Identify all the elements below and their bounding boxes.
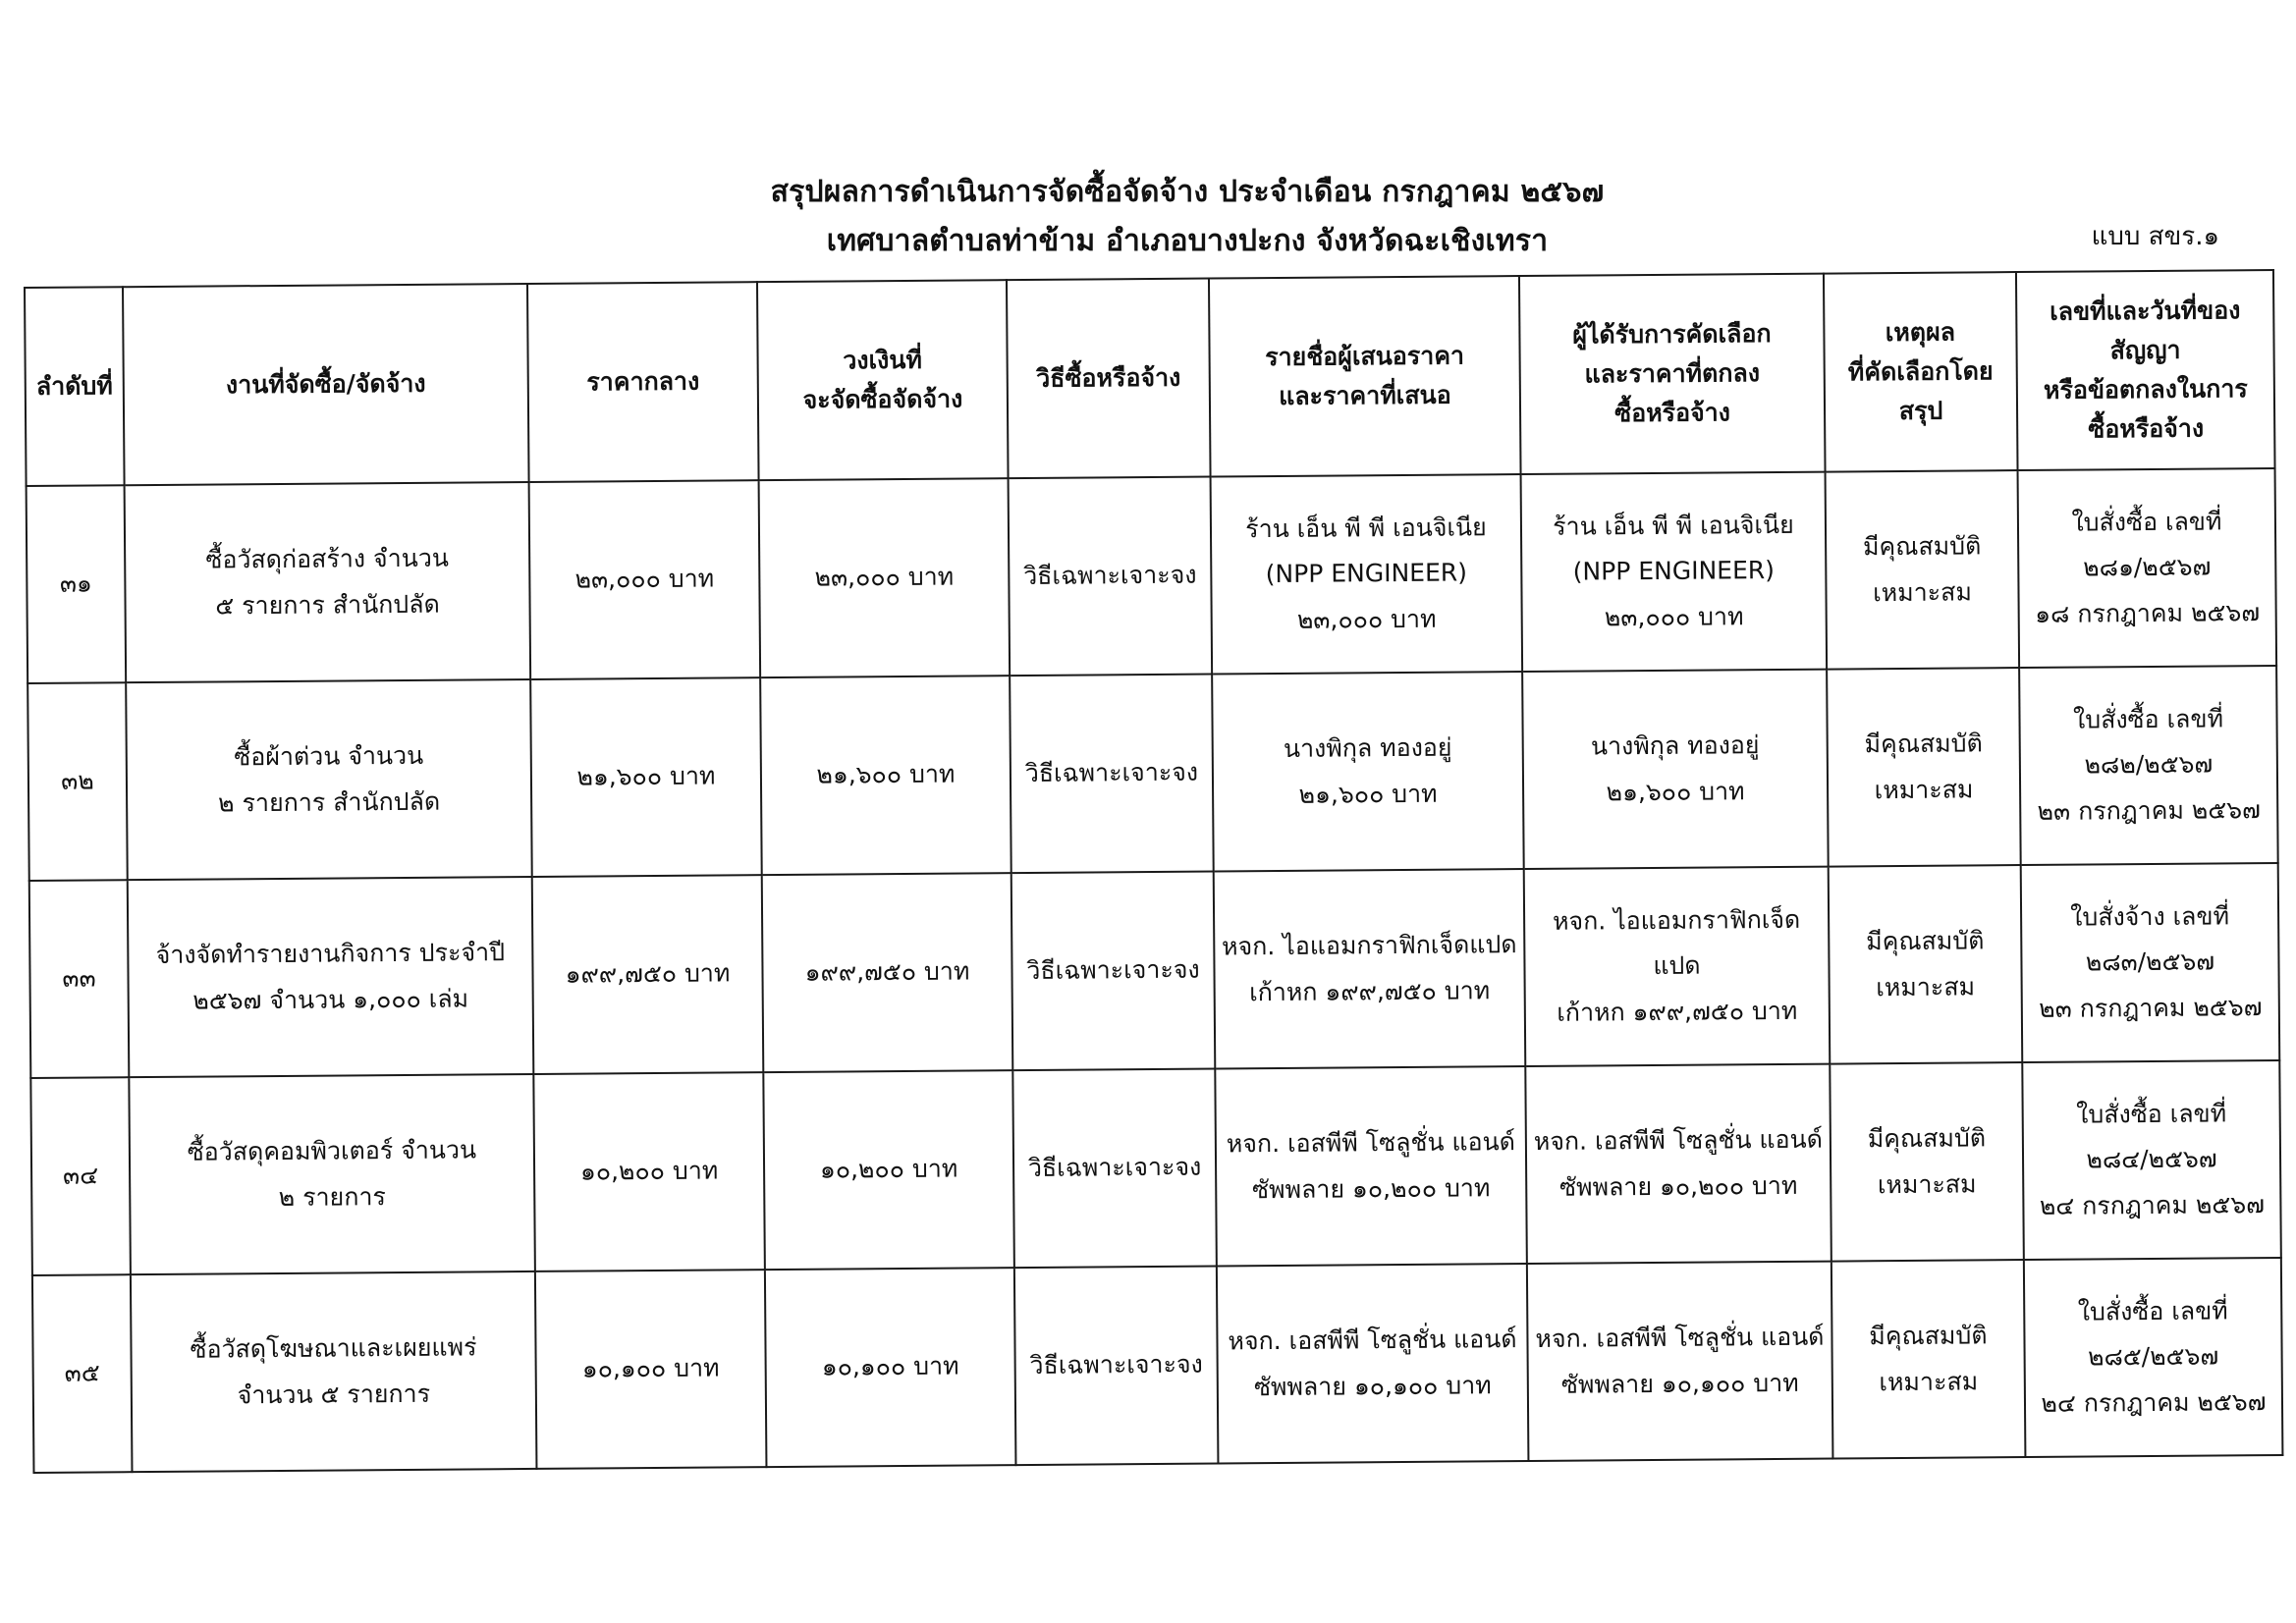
cell-reason: มีคุณสมบัติ เหมาะสม [1826,470,2020,670]
cell-sequence: ๓๑ [27,485,127,683]
cell-bidders: หจก. ไอแอมกราฟิกเจ็ดแปด เก้าหก ๑๙๙,๗๕๐ บาท [1214,869,1526,1068]
header-cell-bidders: รายชื่อผู้เสนอราคา และราคาที่เสนอ [1209,276,1521,476]
form-code-label: แบบ สขร.๑ [2091,222,2219,251]
cell-reference-price: ๑๐,๒๐๐ บาท [533,1072,765,1271]
cell-procurement-item: จ้างจัดทำรายงานกิจการ ประจำปี ๒๕๖๗ จำนวน ๑,๐๐๐ เล่ม [128,877,534,1077]
cell-reference-price: ๑๐,๑๐๐ บาท [535,1270,767,1469]
cell-reason: มีคุณสมบัติ เหมาะสม [1829,865,2023,1064]
cell-bidders: หจก. เอสพีพี โซลูชั่น แอนด์ ซัพพลาย ๑๐,๒๐๐ บาท [1215,1066,1527,1266]
cell-contract: ใบสั่งซื้อ เลขที่ ๒๘๕/๒๕๖๗ ๒๔ กรกฎาคม ๒๕๖๗ [2024,1258,2283,1457]
cell-contract: ใบสั่งซื้อ เลขที่ ๒๘๑/๒๕๖๗ ๑๘ กรกฎาคม ๒๕๖๗ [2018,468,2277,668]
header-cell-selected-vendor: ผู้ได้รับการคัดเลือก และราคาที่ตกลง ซื้อหรือจ้าง [1519,274,1826,474]
cell-method: วิธีเฉพาะเจาะจง [1014,1266,1219,1465]
cell-sequence: ๓๓ [29,880,130,1078]
cell-procurement-item: ซื้อวัสดุก่อสร้าง จำนวน ๕ รายการ สำนักปลัด [125,482,531,682]
table-row [30,1060,2281,1275]
cell-selected-vendor: หจก. เอสพีพี โซลูชั่น แอนด์ ซัพพลาย ๑๐,๑๐๐ บาท [1527,1262,1833,1461]
header-cell-reference-price: ราคากลาง [527,282,759,482]
cell-budget: ๑๐,๑๐๐ บาท [765,1268,1016,1467]
cell-contract: ใบสั่งจ้าง เลขที่ ๒๘๓/๒๕๖๗ ๒๓ กรกฎาคม ๒๕๖๗ [2021,863,2280,1062]
cell-method: วิธีเฉพาะเจาะจง [1011,872,1216,1071]
cell-reference-price: ๒๑,๖๐๐ บาท [530,677,762,877]
cell-bidders: นางพิกุล ทองอยู่ ๒๑,๖๐๐ บาท [1212,672,1524,871]
page-title-line-1: สรุปผลการดำเนินการจัดซื้อจัดจ้าง ประจำเดือน กรกฎาคม ๒๕๖๗ [770,175,1605,209]
cell-bidders: ร้าน เอ็น พี พี เอนจิเนีย (NPP ENGINEER) ๒๓,๐๐๐ บาท [1211,474,1523,674]
header-cell-budget: วงเงินที่ จะจัดซื้อจัดจ้าง [757,280,1009,480]
cell-reason: มีคุณสมบัติ เหมาะสม [1831,1260,2026,1459]
cell-reference-price: ๒๓,๐๐๐ บาท [529,480,761,679]
table-row [27,666,2278,881]
cell-budget: ๑๙๙,๗๕๐ บาท [762,873,1013,1072]
cell-contract: ใบสั่งซื้อ เลขที่ ๒๘๔/๒๕๖๗ ๒๔ กรกฎาคม ๒๕๖๗ [2022,1060,2281,1260]
cell-budget: ๒๑,๖๐๐ บาท [760,676,1011,875]
cell-budget: ๒๓,๐๐๐ บาท [759,478,1011,677]
header-cell-contract: เลขที่และวันที่ของ สัญญา หรือข้อตกลงในการ ซื้อหรือจ้าง [2016,270,2275,470]
cell-method: วิธีเฉพาะเจาะจง [1012,1068,1217,1268]
cell-contract: ใบสั่งซื้อ เลขที่ ๒๘๒/๒๕๖๗ ๒๓ กรกฎาคม ๒๕๖๗ [2019,666,2278,865]
cell-sequence: ๓๕ [32,1274,133,1473]
cell-method: วิธีเฉพาะเจาะจง [1009,477,1213,676]
cell-selected-vendor: หจก. ไอแอมกราฟิกเจ็ดแปด เก้าหก ๑๙๙,๗๕๐ บาท [1524,867,1831,1066]
procurement-summary-table [24,269,2283,1474]
cell-bidders: หจก. เอสพีพี โซลูชั่น แอนด์ ซัพพลาย ๑๐,๑๐๐ บาท [1217,1264,1529,1463]
table-row [32,1258,2283,1473]
cell-budget: ๑๐,๒๐๐ บาท [763,1070,1014,1270]
cell-procurement-item: ซื้อวัสดุคอมพิวเตอร์ จำนวน ๒ รายการ [129,1074,535,1274]
cell-sequence: ๓๒ [27,682,128,881]
header-cell-procurement-item: งานที่จัดซื้อ/จัดจ้าง [123,284,529,485]
cell-selected-vendor: นางพิกุล ทองอยู่ ๒๑,๖๐๐ บาท [1522,670,1829,869]
cell-reference-price: ๑๙๙,๗๕๐ บาท [532,875,764,1074]
page-title-line-2: เทศบาลตำบลท่าข้าม อำเภอบางปะกง จังหวัดฉะเชิงเทรา [826,224,1549,258]
table-row [29,863,2280,1078]
header-cell-reason: เหตุผล ที่คัดเลือกโดย สรุป [1824,272,2018,472]
cell-reason: มีคุณสมบัติ เหมาะสม [1830,1062,2024,1262]
cell-procurement-item: ซื้อวัสดุโฆษณาและเผยแพร่ จำนวน ๕ รายการ [131,1271,537,1472]
table-row [27,468,2277,683]
table-header-row [25,270,2275,486]
cell-selected-vendor: ร้าน เอ็น พี พี เอนจิเนีย (NPP ENGINEER) ๒๓,๐๐๐ บาท [1521,472,1828,672]
header-cell-method: วิธีซื้อหรือจ้าง [1007,279,1211,479]
header-cell-sequence: ลำดับที่ [25,287,125,486]
cell-reason: มีคุณสมบัติ เหมาะสม [1827,668,2021,867]
cell-method: วิธีเฉพาะเจาะจง [1010,675,1214,874]
cell-selected-vendor: หจก. เอสพีพี โซลูชั่น แอนด์ ซัพพลาย ๑๐,๒๐๐ บาท [1525,1064,1831,1264]
cell-procurement-item: ซื้อผ้าต่วน จำนวน ๒ รายการ สำนักปลัด [126,679,532,880]
cell-sequence: ๓๔ [30,1077,131,1275]
